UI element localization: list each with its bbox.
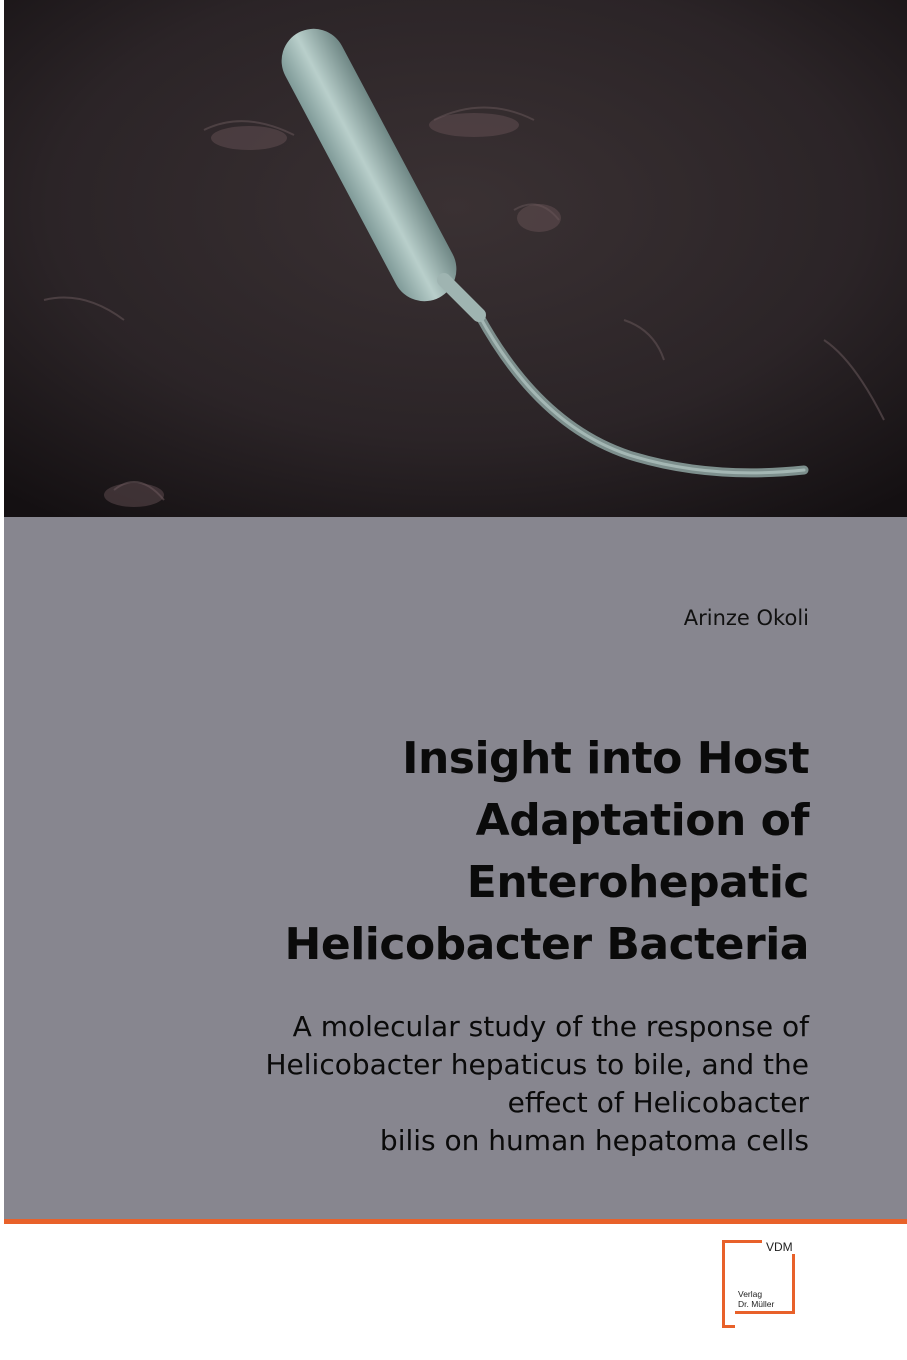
author-name: Arinze Okoli xyxy=(683,606,809,630)
subtitle-line: effect of Helicobacter xyxy=(507,1086,809,1119)
subtitle-line: bilis on human hepatoma cells xyxy=(379,1124,809,1157)
publisher-logo xyxy=(722,1240,814,1332)
subtitle-line: Helicobacter hepaticus to bile, and the xyxy=(265,1048,809,1081)
title-line: Insight into Host xyxy=(402,733,809,784)
cover-illustration xyxy=(4,0,907,517)
title-line: Enterohepatic xyxy=(466,857,809,908)
accent-divider xyxy=(4,1219,907,1224)
title-line: Helicobacter Bacteria xyxy=(284,919,809,970)
title-line: Adaptation of xyxy=(475,795,809,846)
publisher-line2: Dr. Müller xyxy=(738,1299,775,1309)
book-title xyxy=(89,728,809,976)
book-subtitle xyxy=(49,1008,809,1160)
publisher-line1: Verlag xyxy=(738,1289,763,1299)
publisher-brand: VDM xyxy=(766,1240,793,1254)
subtitle-line: A molecular study of the response of xyxy=(292,1010,809,1043)
